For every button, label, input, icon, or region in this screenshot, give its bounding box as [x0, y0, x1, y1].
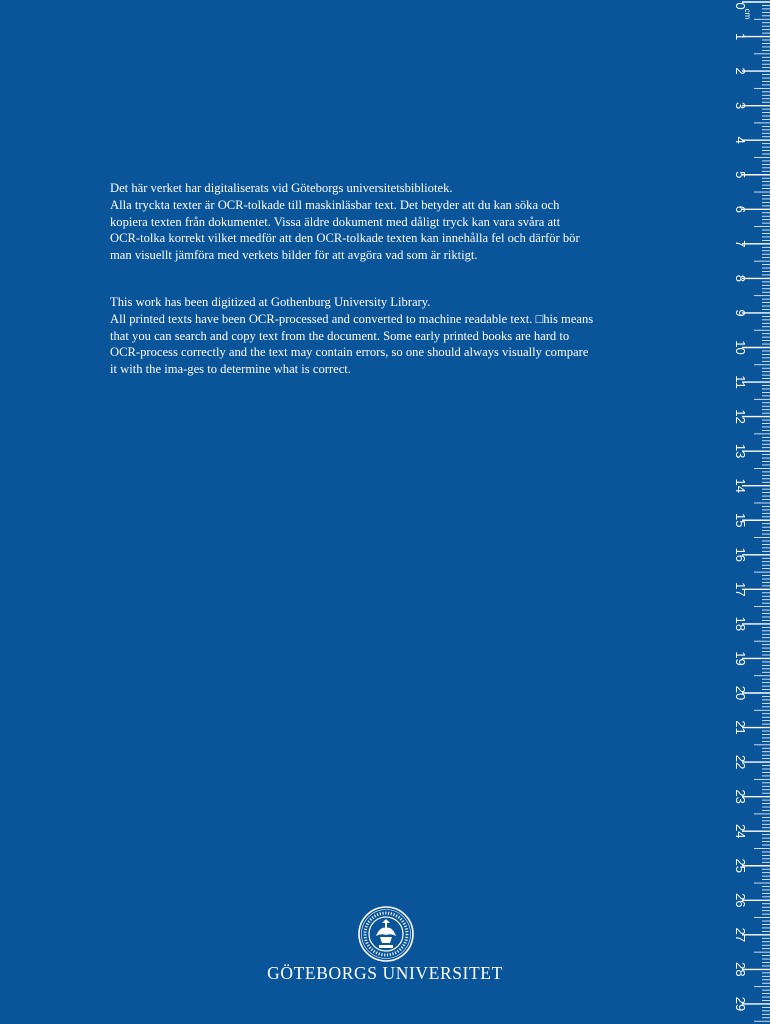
- ruler-label: 15: [733, 513, 748, 528]
- ruler-label: 7: [733, 240, 748, 248]
- ruler-label: 27: [733, 927, 748, 943]
- ruler-label: 3: [733, 102, 748, 110]
- ruler-label: 20: [733, 685, 748, 701]
- ruler-label: 4: [733, 136, 748, 144]
- ruler-label: 29: [733, 996, 748, 1012]
- ruler-label: 8: [733, 274, 748, 283]
- swedish-notice: [110, 180, 670, 264]
- swedish-notice-line: man visuellt jämföra med verkets bilder för att avgöra vad som är riktigt.: [110, 248, 478, 263]
- english-notice-line: All printed texts have been OCR-processed and converted to machine readable text. □his means: [110, 311, 594, 326]
- university-seal-icon: [358, 906, 414, 962]
- ruler-label: 28: [733, 962, 748, 977]
- ruler-label: 2: [733, 67, 748, 75]
- swedish-notice-line: OCR-tolka korrekt vilket medför att den OCR-tolkade texten kan innehålla fel och därför bör: [110, 231, 580, 246]
- ruler-label: 17: [733, 582, 748, 597]
- ruler-label: 18: [733, 616, 748, 632]
- ruler-unit-label: cm: [743, 8, 752, 20]
- ruler-label: 14: [733, 478, 748, 493]
- ruler-label: 5: [733, 171, 748, 179]
- ruler-label: 16: [733, 547, 748, 563]
- swedish-notice-line: Det här verket har digitaliserats vid Göteborgs universitetsbibliotek.: [110, 181, 453, 195]
- ruler-label: 26: [733, 893, 748, 908]
- swedish-notice-line: Alla tryckta texter är OCR-tolkade till maskinläsbar text. Det betyder att du kan söka och: [110, 197, 560, 212]
- ruler-label: 25: [733, 858, 748, 873]
- english-notice-line: that you can search and copy text from the document. Some early printed books are hard to: [110, 328, 570, 343]
- english-notice-line: This work has been digitized at Gothenburg University Library.: [110, 295, 431, 309]
- english-notice-line: OCR-process correctly and the text may contain errors, so one should always visually compare: [110, 345, 589, 360]
- ruler-label: 9: [733, 309, 748, 317]
- ruler-label: 13: [733, 443, 748, 459]
- ruler-label: 23: [733, 789, 748, 804]
- ruler-label: 1: [733, 32, 748, 41]
- swedish-notice-line: kopiera texten från dokumentet. Vissa äldre dokument med dåligt tryck kan vara svåra att: [110, 214, 561, 229]
- ruler-label: 10: [733, 340, 748, 355]
- ruler-label: 0: [733, 2, 748, 10]
- ruler-label: 11: [733, 375, 748, 389]
- cm-ruler: [730, 0, 770, 1024]
- english-notice: [110, 294, 670, 378]
- ruler-label: 6: [733, 205, 748, 213]
- ruler-label: 19: [733, 651, 748, 666]
- english-notice-line: it with the ima-ges to determine what is correct.: [110, 362, 351, 377]
- ruler-label: 21: [733, 720, 748, 735]
- ruler-label: 24: [733, 823, 748, 839]
- ruler-label: 22: [733, 754, 748, 770]
- university-name: GÖTEBORGS UNIVERSITET: [267, 963, 503, 983]
- ruler-label: 12: [733, 409, 748, 424]
